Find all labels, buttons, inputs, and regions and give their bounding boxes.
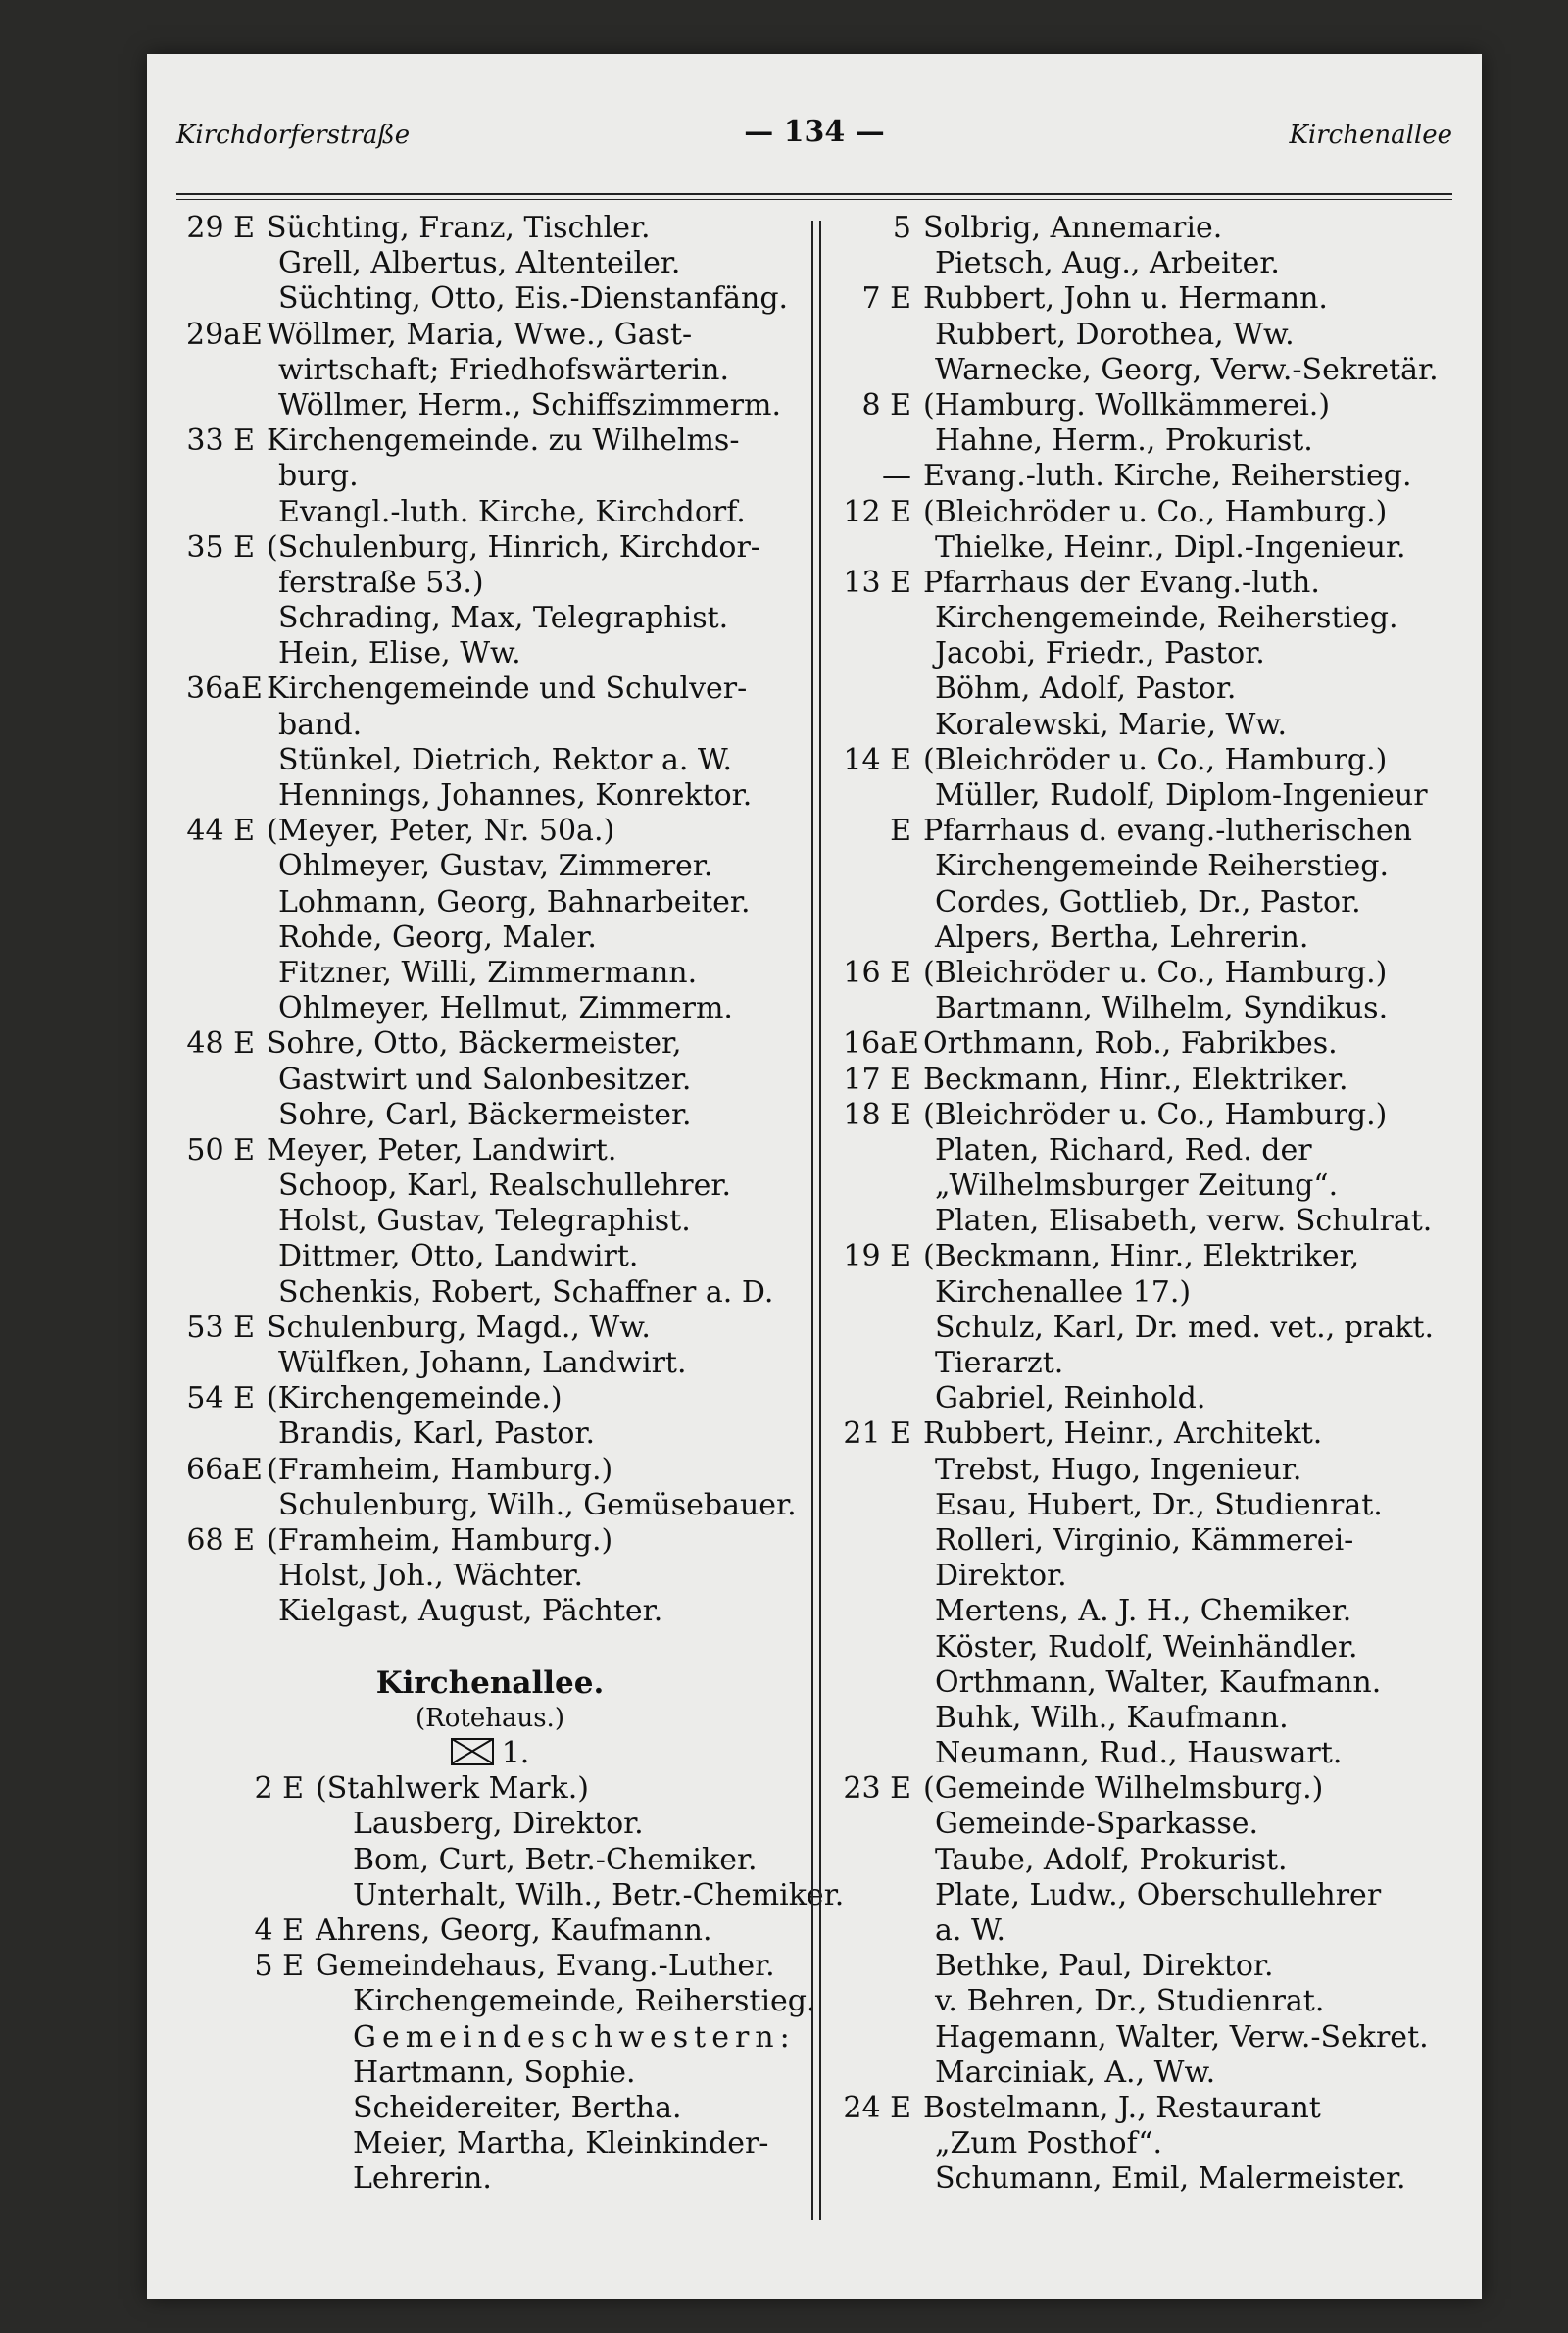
directory-entry: [186, 423, 794, 459]
entry-text: Neumann, Rud., Hauswart.: [935, 1736, 1343, 1771]
directory-entry: [186, 1381, 794, 1416]
directory-entry: [186, 2020, 794, 2056]
entry-text: Evangl.-luth. Kirche, Kirchdorf.: [278, 494, 746, 529]
directory-entry: [843, 1026, 1460, 1062]
directory-entry: [843, 814, 1460, 849]
entry-text: wirtschaft; Friedhofswärterin.: [278, 352, 729, 387]
entry-text: Böhm, Adolf, Pastor.: [935, 671, 1237, 707]
entry-text: Rubbert, Dorothea, Ww.: [935, 317, 1295, 352]
directory-entry: [186, 1559, 794, 1594]
entry-text: Pfarrhaus der Evang.-luth.: [923, 565, 1320, 600]
directory-entry: [186, 636, 794, 671]
directory-entry: [186, 1487, 797, 1523]
directory-entry: [843, 1559, 1460, 1594]
entry-text: Cordes, Gottlieb, Dr., Pastor.: [935, 884, 1361, 919]
entry-text: a. W.: [935, 1913, 1006, 1948]
entry-text: Bartmann, Wilhelm, Syndikus.: [935, 991, 1389, 1026]
directory-entry: [186, 211, 794, 246]
entry-text: Marciniak, A., Ww.: [935, 2055, 1216, 2090]
directory-entry: [843, 281, 1460, 317]
house-number: 29aE: [186, 317, 263, 352]
entry-text: Trebst, Hugo, Ingenieur.: [935, 1452, 1302, 1487]
house-number: 33 E: [186, 423, 255, 459]
house-number: 5: [892, 211, 911, 245]
directory-entry: [186, 1807, 794, 1842]
directory-entry: [186, 1239, 794, 1274]
directory-entry: [843, 1523, 1460, 1559]
directory-entry: [843, 708, 1460, 743]
entry-text: Platen, Richard, Red. der: [935, 1132, 1312, 1167]
entry-text: Unterhalt, Wilh., Betr.-Chemiker.: [353, 1877, 845, 1912]
house-number: 19 E: [843, 1239, 911, 1274]
entry-text: Sohre, Carl, Bäckermeister.: [278, 1097, 692, 1132]
directory-entry: [186, 601, 794, 636]
entry-text: Hein, Elise, Ww.: [278, 636, 521, 671]
directory-entry: [186, 318, 794, 353]
entry-text: Gastwirt und Salonbesitzer.: [278, 1062, 692, 1097]
house-number: 16aE: [843, 1026, 919, 1062]
running-head-right: Kirchenallee: [1289, 121, 1452, 150]
directory-entry: [843, 2161, 1460, 2197]
house-number: 14 E: [843, 742, 911, 777]
house-number: 29 E: [186, 211, 255, 245]
directory-entry: [186, 849, 794, 884]
directory-entry: [843, 2126, 1460, 2161]
entry-text: (Hamburg. Wollkämmerei.): [923, 387, 1331, 422]
directory-entry: [843, 1346, 1460, 1381]
column-divider-second: [819, 221, 821, 2220]
entry-text: Warnecke, Georg, Verw.-Sekretär.: [935, 352, 1439, 387]
postal-district: [186, 1736, 794, 1771]
directory-entry: [843, 991, 1460, 1026]
house-number: 68 E: [186, 1522, 255, 1558]
entry-text: Köster, Rudolf, Weinhändler.: [935, 1629, 1358, 1664]
house-number: 21 E: [843, 1416, 911, 1452]
directory-entry: [186, 708, 794, 743]
entry-text: Holst, Joh., Wächter.: [278, 1559, 583, 1594]
directory-entry: [843, 1913, 1460, 1949]
directory-entry: [186, 991, 794, 1026]
entry-text: Kirchenallee 17.): [935, 1274, 1192, 1310]
directory-entry: [843, 246, 1460, 281]
house-number: 12 E: [843, 494, 911, 529]
entry-text: Scheidereiter, Bertha.: [353, 2090, 682, 2125]
directory-entry: [186, 246, 794, 281]
running-head-left: Kirchdorferstraße: [176, 121, 411, 150]
entry-text: Schoop, Karl, Realschullehrer.: [278, 1168, 731, 1204]
directory-entry: [843, 956, 1460, 991]
directory-entry: [843, 1630, 1460, 1665]
entry-text: Gabriel, Reinhold.: [935, 1381, 1206, 1416]
directory-entry: [843, 778, 1460, 814]
entry-text: Esau, Hubert, Dr., Studienrat.: [935, 1487, 1383, 1522]
entry-text: „Wilhelmsburger Zeitung“.: [935, 1168, 1339, 1204]
entry-text: Hartmann, Sophie.: [353, 2055, 636, 2090]
directory-entry: [186, 2091, 794, 2126]
entry-text: Pfarrhaus d. evang.-lutherischen: [923, 814, 1412, 849]
directory-entry: [186, 1913, 794, 1949]
directory-entry: [843, 2091, 1460, 2126]
entry-text: (Schulenburg, Hinrich, Kirchdor-: [267, 529, 760, 565]
entry-text: Koralewski, Marie, Ww.: [935, 707, 1288, 742]
directory-entry: [186, 1984, 816, 2019]
directory-entry: [186, 1523, 794, 1559]
house-number: —: [882, 459, 911, 494]
directory-entry: [843, 1594, 1460, 1629]
directory-entry: [186, 956, 794, 991]
street-heading: Kirchenallee.: [375, 1664, 605, 1701]
entry-text: (Beckmann, Hinr., Elektriker,: [923, 1239, 1360, 1274]
entry-text: Fitzner, Willi, Zimmermann.: [278, 955, 698, 990]
directory-entry: [186, 1311, 794, 1346]
directory-entry: [186, 885, 794, 920]
directory-entry: [843, 671, 1460, 707]
entry-text: Schulenburg, Wilh., Gemüsebauer.: [278, 1487, 797, 1522]
house-number: 5 E: [254, 1949, 304, 1984]
entry-text: Gemeindehaus, Evang.-Luther.: [316, 1949, 775, 1984]
directory-entry: [843, 388, 1460, 423]
entry-text: Süchting, Franz, Tischler.: [267, 211, 651, 245]
house-number: 16 E: [843, 955, 911, 990]
entry-text: (Bleichröder u. Co., Hamburg.): [923, 742, 1388, 777]
directory-entry: [186, 1168, 794, 1204]
directory-entry: [843, 459, 1460, 494]
directory-page: [147, 54, 1482, 2299]
entry-text: burg.: [278, 459, 359, 494]
entry-text: Ohlmeyer, Hellmut, Zimmerm.: [278, 991, 733, 1026]
street-subheading: (Rotehaus.): [416, 1703, 564, 1733]
directory-entry: [186, 671, 794, 707]
directory-entry: [843, 1311, 1460, 1346]
entry-text: Lehrerin.: [353, 2161, 492, 2197]
house-number: 7 E: [861, 281, 911, 317]
entry-text: Schumann, Emil, Malermeister.: [935, 2161, 1406, 2197]
directory-entry: [186, 920, 794, 956]
directory-entry: [843, 1063, 1460, 1098]
directory-entry: [186, 1026, 794, 1062]
entry-text: Bethke, Paul, Direktor.: [935, 1949, 1274, 1984]
entry-text: Pietsch, Aug., Arbeiter.: [935, 246, 1280, 281]
directory-entry: [186, 1594, 794, 1629]
entry-text: (Bleichröder u. Co., Hamburg.): [923, 494, 1388, 529]
entry-text: Schrading, Max, Telegraphist.: [278, 601, 729, 636]
directory-entry: [186, 1771, 794, 1807]
entry-text: Brandis, Karl, Pastor.: [278, 1416, 595, 1452]
entry-text: Schenkis, Robert, Schaffner a. D.: [278, 1274, 774, 1310]
house-number: 35 E: [186, 529, 255, 565]
entry-text: Kirchengemeinde. zu Wilhelms-: [267, 423, 740, 459]
right-column: [843, 211, 1460, 2198]
house-number: 50 E: [186, 1132, 255, 1167]
page-number: — 134 —: [744, 115, 885, 149]
column-divider: [811, 221, 813, 2220]
directory-entry: [843, 211, 1460, 246]
directory-entry: [843, 636, 1460, 671]
entry-text: Solbrig, Annemarie.: [923, 211, 1223, 245]
entry-text: Ohlmeyer, Gustav, Zimmerer.: [278, 849, 713, 884]
directory-entry: [843, 1275, 1460, 1311]
house-number: 18 E: [843, 1097, 911, 1132]
directory-entry: [186, 2161, 794, 2197]
entry-text: Buhk, Wilh., Kaufmann.: [935, 1700, 1289, 1735]
directory-entry: [186, 1877, 845, 1913]
directory-entry: [186, 495, 794, 530]
entry-text: Bom, Curt, Betr.-Chemiker.: [353, 1842, 758, 1877]
house-number: E: [890, 814, 911, 849]
entry-text: Thielke, Heinr., Dipl.-Ingenieur.: [935, 529, 1406, 565]
directory-entry: [186, 530, 794, 566]
house-number: 53 E: [186, 1310, 255, 1345]
entry-text: (Framheim, Hamburg.): [267, 1522, 613, 1558]
house-number: 44 E: [186, 814, 255, 849]
entry-text: Lausberg, Direktor.: [353, 1807, 644, 1842]
entry-text: (Bleichröder u. Co., Hamburg.): [923, 1097, 1388, 1132]
directory-entry: [186, 353, 794, 388]
directory-entry: [186, 1063, 794, 1098]
house-number: 66aE: [186, 1452, 263, 1487]
entry-text: band.: [278, 707, 363, 742]
postal-district-number: 1.: [501, 1736, 530, 1771]
directory-entry: [843, 2056, 1460, 2091]
entry-text: Beckmann, Hinr., Elektriker.: [923, 1062, 1348, 1097]
house-number: 2 E: [254, 1771, 304, 1807]
entry-text: (Meyer, Peter, Nr. 50a.): [267, 814, 615, 849]
blank-line: [186, 1630, 794, 1665]
entry-text: Wülfken, Johann, Landwirt.: [278, 1346, 687, 1380]
entry-text: Ahrens, Georg, Kaufmann.: [316, 1913, 712, 1948]
directory-entry: [186, 1204, 794, 1239]
directory-entry: [186, 388, 794, 423]
entry-text: Kirchengemeinde Reiherstieg.: [935, 849, 1390, 884]
entry-text: Alpers, Bertha, Lehrerin.: [935, 919, 1309, 955]
entry-text: Dittmer, Otto, Landwirt.: [278, 1239, 639, 1274]
entry-text: Bostelmann, J., Restaurant: [923, 2090, 1321, 2125]
entry-text: Rolleri, Virginio, Kämmerei-: [935, 1522, 1354, 1558]
directory-entry: [843, 530, 1460, 566]
entry-text: Plate, Ludw., Oberschullehrer: [935, 1877, 1382, 1912]
entry-text: Schulenburg, Magd., Ww.: [267, 1310, 651, 1345]
directory-entry: [186, 814, 794, 849]
directory-entry: [843, 1771, 1460, 1807]
entry-text: Hennings, Johannes, Konrektor.: [278, 778, 753, 813]
directory-entry: [843, 849, 1460, 884]
house-number: 36aE: [186, 671, 263, 707]
entry-text: Süchting, Otto, Eis.-Dienstanfäng.: [278, 281, 789, 317]
directory-entry: [186, 1275, 794, 1311]
directory-entry: [843, 1239, 1460, 1274]
entry-text: v. Behren, Dr., Studienrat.: [935, 1984, 1325, 2019]
directory-entry: [843, 1098, 1460, 1133]
entry-text: Direktor.: [935, 1559, 1067, 1594]
house-number: 54 E: [186, 1381, 255, 1416]
entry-text: Müller, Rudolf, Diplom-Ingenieur: [935, 778, 1428, 813]
directory-entry: [186, 459, 794, 494]
directory-entry: [843, 1416, 1460, 1452]
entry-text: Hagemann, Walter, Verw.-Sekret.: [935, 2019, 1429, 2055]
entry-text: Gemeindeschwestern:: [353, 2019, 796, 2055]
entry-text: Kirchengemeinde, Reiherstieg.: [353, 1984, 816, 2019]
entry-text: (Stahlwerk Mark.): [316, 1771, 589, 1807]
directory-entry: [843, 1488, 1460, 1523]
entry-text: Kirchengemeinde und Schulver-: [267, 671, 748, 707]
directory-entry: [843, 1453, 1460, 1488]
entry-text: (Gemeinde Wilhelmsburg.): [923, 1771, 1324, 1807]
directory-entry: [186, 1098, 794, 1133]
directory-entry: [843, 1984, 1460, 2019]
directory-entry: [843, 566, 1460, 601]
house-number: 4 E: [254, 1913, 304, 1948]
directory-entry: [186, 1346, 794, 1381]
entry-text: Platen, Elisabeth, verw. Schulrat.: [935, 1204, 1433, 1239]
entry-text: Wöllmer, Maria, Wwe., Gast-: [267, 317, 693, 352]
directory-entry: [843, 1168, 1460, 1204]
entry-text: Mertens, A. J. H., Chemiker.: [935, 1594, 1352, 1629]
entry-text: Holst, Gustav, Telegraphist.: [278, 1204, 691, 1239]
directory-entry: [186, 566, 794, 601]
directory-entry: [843, 1843, 1460, 1878]
directory-entry: [186, 2126, 794, 2161]
entry-text: Tierarzt.: [935, 1346, 1064, 1380]
entry-text: Hahne, Herm., Prokurist.: [935, 423, 1313, 459]
entry-text: Grell, Albertus, Altenteiler.: [278, 246, 681, 281]
directory-entry: [186, 281, 794, 317]
entry-text: Rohde, Georg, Maler.: [278, 919, 597, 955]
directory-entry: [843, 743, 1460, 778]
directory-entry: [186, 2056, 794, 2091]
directory-entry: [843, 1807, 1460, 1842]
directory-entry: [843, 2020, 1460, 2056]
directory-entry: [843, 1381, 1460, 1416]
directory-entry: [843, 1736, 1460, 1771]
entry-text: Wöllmer, Herm., Schiffszimmerm.: [278, 387, 782, 422]
directory-entry: [186, 1133, 794, 1168]
directory-entry: [843, 423, 1460, 459]
entry-text: Gemeinde-Sparkasse.: [935, 1807, 1259, 1842]
entry-text: Jacobi, Friedr., Pastor.: [935, 636, 1265, 671]
header-rule-thin: [176, 199, 1452, 200]
directory-entry: [186, 743, 794, 778]
entry-text: Rubbert, Heinr., Architekt.: [923, 1416, 1323, 1452]
directory-entry: [843, 1665, 1460, 1701]
directory-entry: [186, 1453, 794, 1488]
directory-entry: [843, 495, 1460, 530]
header-rule: [176, 193, 1452, 195]
directory-entry: [843, 885, 1460, 920]
directory-entry: [843, 1949, 1460, 1984]
directory-entry: [843, 353, 1460, 388]
entry-text: (Kirchengemeinde.): [267, 1381, 563, 1416]
directory-entry: [843, 1133, 1460, 1168]
entry-text: Evang.-luth. Kirche, Reiherstieg.: [923, 459, 1412, 494]
directory-entry: [843, 318, 1460, 353]
entry-text: Taube, Adolf, Prokurist.: [935, 1842, 1288, 1877]
house-number: 17 E: [843, 1062, 911, 1097]
house-number: 24 E: [843, 2090, 911, 2125]
directory-entry: [843, 920, 1460, 956]
directory-entry: [843, 1878, 1460, 1913]
entry-text: Sohre, Otto, Bäckermeister,: [267, 1026, 682, 1062]
entry-text: Meyer, Peter, Landwirt.: [267, 1132, 617, 1167]
entry-text: (Bleichröder u. Co., Hamburg.): [923, 955, 1388, 990]
house-number: 8 E: [861, 387, 911, 422]
directory-entry: [843, 1701, 1460, 1736]
entry-text: Lohmann, Georg, Bahnarbeiter.: [278, 884, 751, 919]
directory-entry: [186, 1416, 794, 1452]
house-number: 13 E: [843, 565, 911, 600]
entry-text: Orthmann, Walter, Kaufmann.: [935, 1664, 1382, 1700]
directory-entry: [186, 1949, 794, 1984]
entry-text: Rubbert, John u. Hermann.: [923, 281, 1328, 317]
directory-entry: [843, 601, 1460, 636]
entry-text: Kielgast, August, Pächter.: [278, 1594, 663, 1629]
page-header: [176, 115, 1452, 154]
entry-text: Orthmann, Rob., Fabrikbes.: [923, 1026, 1338, 1062]
envelope-icon: [451, 1738, 494, 1765]
entry-text: Schulz, Karl, Dr. med. vet., prakt.: [935, 1310, 1434, 1345]
entry-text: Stünkel, Dietrich, Rektor a. W.: [278, 742, 733, 777]
directory-entry: [843, 1204, 1460, 1239]
left-column: [186, 211, 845, 2198]
directory-entry: [186, 1843, 794, 1878]
entry-text: Meier, Martha, Kleinkinder-: [353, 2126, 769, 2161]
entry-text: ferstraße 53.): [278, 565, 484, 600]
house-number: 23 E: [843, 1771, 911, 1807]
entry-text: „Zum Posthof“.: [935, 2126, 1163, 2161]
house-number: 48 E: [186, 1026, 255, 1062]
directory-entry: [186, 778, 794, 814]
entry-text: (Framheim, Hamburg.): [267, 1452, 613, 1487]
entry-text: Kirchengemeinde, Reiherstieg.: [935, 601, 1398, 636]
